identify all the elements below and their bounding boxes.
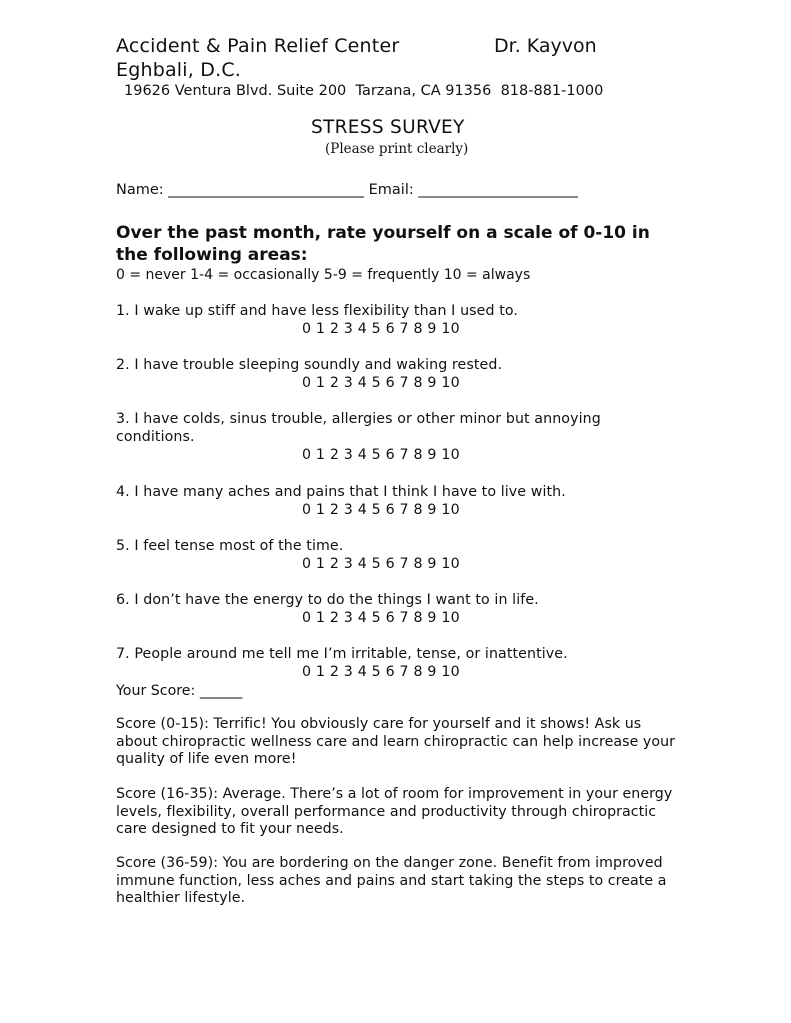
email-field[interactable]: ______________________ (418, 182, 578, 198)
question-4: 4. I have many aches and pains that I think I have to live with. (116, 484, 566, 500)
question-7: 7. People around me tell me I’m irritable, tense, or inattentive. (116, 646, 568, 662)
clinic-address: 19626 Ventura Blvd. Suite 200 Tarzana, CA 91356 818-881-1000 (124, 83, 604, 99)
name-field[interactable]: ___________________________ (168, 182, 365, 198)
rating-scale-5[interactable]: 0 1 2 3 4 5 6 7 8 9 10 (302, 556, 460, 572)
question-1: 1. I wake up stiff and have less flexibility than I used to. (116, 303, 519, 319)
question-3: 3. I have colds, sinus trouble, allergies or other minor but annoying conditions. (116, 411, 601, 445)
rating-scale-6[interactable]: 0 1 2 3 4 5 6 7 8 9 10 (302, 610, 460, 626)
survey-subtitle: (Please print clearly) (325, 141, 469, 157)
scale-key: 0 = never 1-4 = occasionally 5-9 = frequently 10 = always (116, 267, 531, 283)
survey-page (116, 34, 676, 906)
your-score-field[interactable]: Your Score: ______ (116, 683, 243, 699)
question-2: 2. I have trouble sleeping soundly and waking rested. (116, 357, 503, 373)
rating-scale-3[interactable]: 0 1 2 3 4 5 6 7 8 9 10 (302, 447, 460, 463)
rating-scale-7[interactable]: 0 1 2 3 4 5 6 7 8 9 10 (302, 664, 460, 680)
email-label: Email: (364, 182, 419, 198)
rating-scale-1[interactable]: 0 1 2 3 4 5 6 7 8 9 10 (302, 321, 460, 337)
center-name: Accident & Pain Relief Center (116, 35, 400, 57)
rating-scale-2[interactable]: 0 1 2 3 4 5 6 7 8 9 10 (302, 375, 460, 391)
question-5: 5. I feel tense most of the time. (116, 538, 344, 554)
score-range-36-59: Score (36-59): You are bordering on the danger zone. Benefit from improved immune function, less aches and pains and start taking the steps to create a healthier lifestyle. (116, 855, 667, 906)
instructions-heading: Over the past month, rate yourself on a scale of 0-10 in the following areas: (116, 223, 650, 265)
doctor-name-continued: Eghbali, D.C. (116, 59, 242, 81)
score-range-16-35: Score (16-35): Average. There’s a lot of room for improvement in your energy levels, flexibility, overall performance and productivity through chiropractic care designed to fit your needs. (116, 786, 673, 837)
name-label: Name: (116, 182, 169, 198)
question-6: 6. I don’t have the energy to do the things I want to in life. (116, 592, 539, 608)
survey-title: STRESS SURVEY (311, 117, 465, 138)
doctor-name: Dr. Kayvon (494, 35, 597, 57)
contact-fields (116, 181, 578, 199)
rating-scale-4[interactable]: 0 1 2 3 4 5 6 7 8 9 10 (302, 502, 460, 518)
score-range-0-15: Score (0-15): Terrific! You obviously care for yourself and it shows! Ask us about chiropractic wellness care and learn chiropractic can help increase your quality of life even more! (116, 716, 676, 767)
